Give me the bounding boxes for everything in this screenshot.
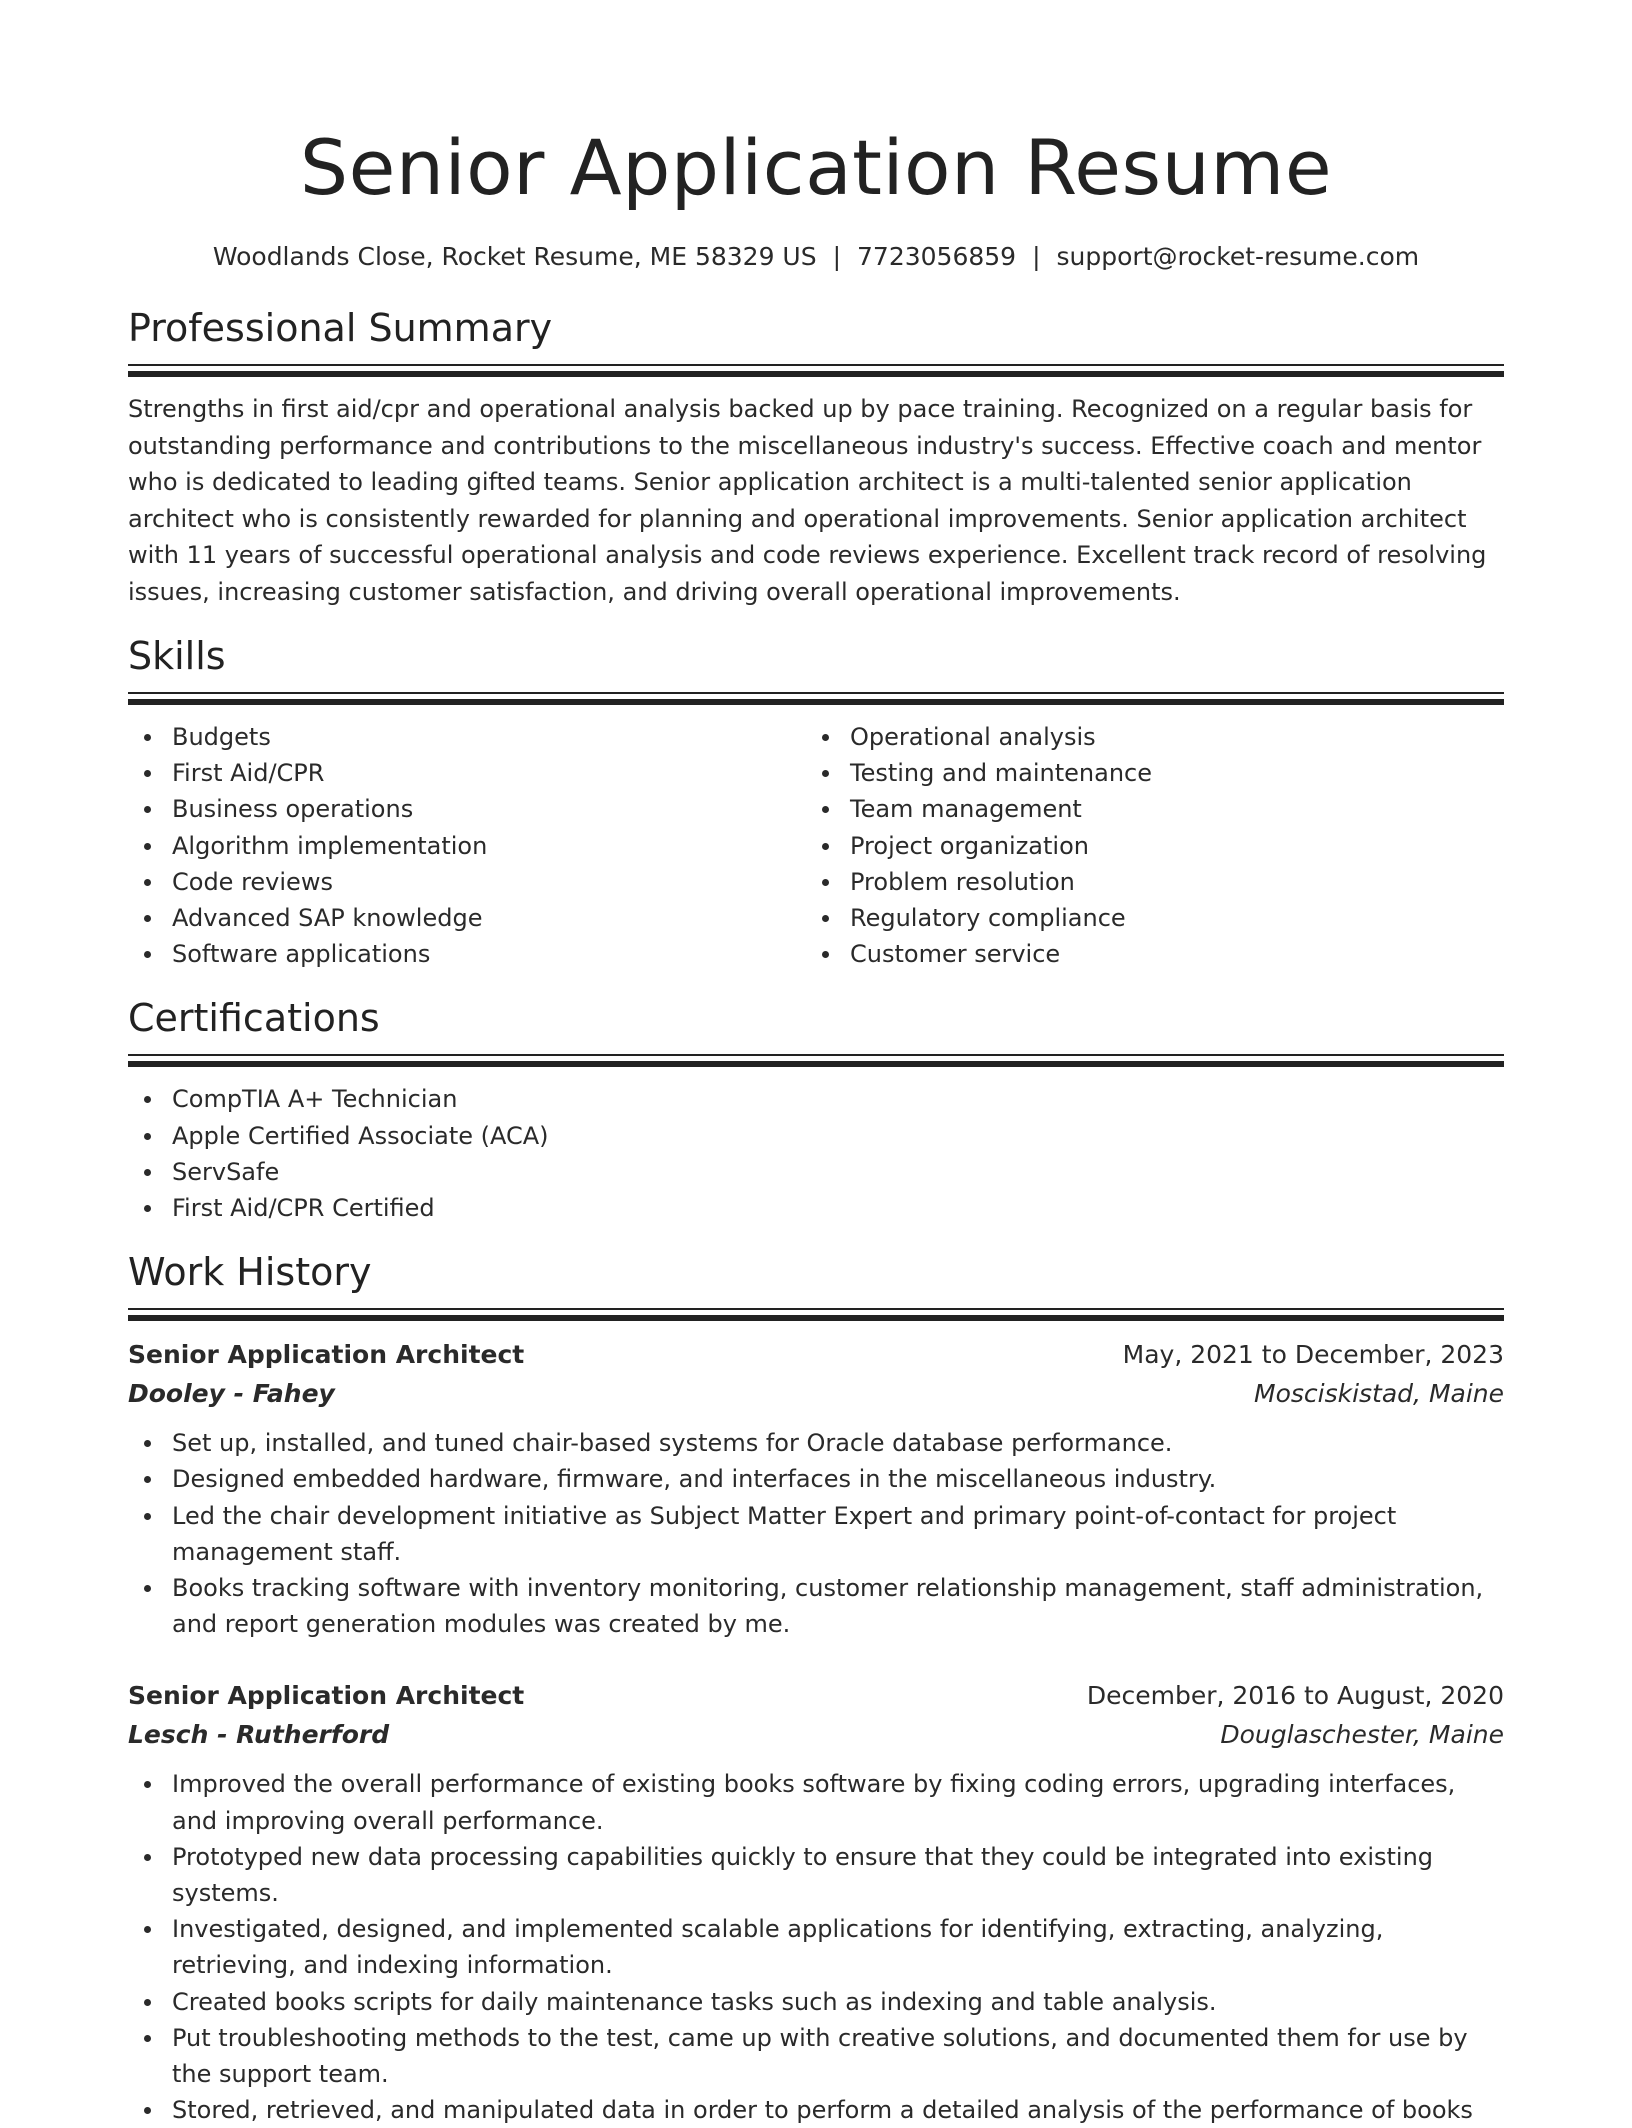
skill-item bbox=[128, 828, 806, 864]
bullet-icon bbox=[144, 1133, 151, 1140]
job-bullet bbox=[128, 1461, 1504, 1497]
bullet-icon bbox=[144, 806, 151, 813]
skill-item bbox=[128, 936, 806, 972]
section-divider-thick bbox=[128, 1315, 1504, 1321]
skill-item bbox=[806, 828, 1484, 864]
bullet-icon bbox=[822, 734, 829, 741]
resume-title: Senior Application Resume bbox=[299, 123, 1333, 212]
skill-item bbox=[128, 755, 806, 791]
bullet-icon bbox=[144, 1854, 151, 1861]
job-bullet-text: Led the chair development initiative as Subject Matter Expert and primary point-of-contact for project management staff. bbox=[172, 1501, 1397, 1566]
certification-item bbox=[128, 1118, 1504, 1154]
skills-section bbox=[128, 632, 1504, 972]
bullet-icon bbox=[144, 2107, 151, 2114]
section-divider-thick bbox=[128, 371, 1504, 377]
bullet-icon bbox=[144, 1513, 151, 1520]
skill-label: Regulatory compliance bbox=[850, 904, 1126, 933]
skill-item bbox=[128, 791, 806, 827]
certifications-section bbox=[128, 994, 1504, 1226]
contact-separator: | bbox=[832, 242, 842, 271]
job-dates: May, 2021 to December, 2023 bbox=[1122, 1340, 1504, 1370]
bullet-icon bbox=[144, 843, 151, 850]
section-divider bbox=[128, 1054, 1504, 1056]
skill-item bbox=[806, 864, 1484, 900]
bullet-icon bbox=[144, 1999, 151, 2006]
resume-page bbox=[128, 118, 1504, 2128]
contact-address: Woodlands Close, Rocket Resume, ME 58329 US bbox=[212, 242, 817, 271]
job-location: Douglaschester, Maine bbox=[1220, 1720, 1504, 1750]
certification-label: First Aid/CPR Certified bbox=[172, 1194, 435, 1223]
job-title: Senior Application Architect bbox=[128, 1340, 525, 1370]
job-bullet bbox=[128, 2020, 1504, 2092]
bullet-icon bbox=[144, 1926, 151, 1933]
section-heading-summary: Professional Summary bbox=[128, 306, 553, 350]
bullet-icon bbox=[822, 806, 829, 813]
bullet-icon bbox=[144, 1169, 151, 1176]
certification-item bbox=[128, 1081, 1504, 1117]
contact-separator: | bbox=[1032, 242, 1041, 271]
job-bullet-text: Investigated, designed, and implemented scalable applications for identifying, extracting, analyzing, retrieving, and indexing information. bbox=[172, 1915, 1384, 1980]
job-location: Mosciskistad, Maine bbox=[1254, 1379, 1504, 1409]
job-bullet bbox=[128, 2092, 1504, 2128]
section-heading-certifications: Certifications bbox=[128, 996, 380, 1041]
certifications-list bbox=[128, 1081, 1504, 1226]
skill-item bbox=[128, 719, 806, 755]
bullet-icon bbox=[822, 915, 829, 922]
section-heading-skills: Skills bbox=[128, 634, 226, 678]
job-bullet bbox=[128, 1766, 1504, 1838]
bullet-icon bbox=[144, 1440, 151, 1447]
bullet-icon bbox=[144, 1476, 151, 1483]
skill-label: First Aid/CPR bbox=[172, 759, 325, 788]
skill-label: Testing and maintenance bbox=[850, 759, 1153, 788]
skills-list-left bbox=[128, 719, 806, 972]
job-bullet-text: Set up, installed, and tuned chair-based systems for Oracle database performance. bbox=[172, 1429, 1173, 1458]
job-dates: December, 2016 to August, 2020 bbox=[1086, 1681, 1504, 1711]
job-bullet-text: Created books scripts for daily maintenance tasks such as indexing and table analysis. bbox=[172, 1987, 1217, 2016]
section-heading-work-history: Work History bbox=[128, 1250, 372, 1295]
contact-line bbox=[128, 240, 1504, 274]
job-bullet bbox=[128, 1839, 1504, 1911]
skill-label: Advanced SAP knowledge bbox=[172, 904, 483, 933]
certification-item bbox=[128, 1190, 1504, 1226]
skill-label: Customer service bbox=[850, 940, 1061, 969]
skill-label: Problem resolution bbox=[850, 867, 1075, 896]
bullet-icon bbox=[144, 2035, 151, 2042]
skill-item bbox=[806, 755, 1484, 791]
job-company-row bbox=[128, 1715, 1504, 1754]
certification-label: CompTIA A+ Technician bbox=[172, 1085, 458, 1114]
skill-label: Project organization bbox=[850, 831, 1089, 860]
job-company: Lesch - Rutherford bbox=[128, 1720, 390, 1750]
skill-label: Budgets bbox=[172, 723, 271, 751]
skill-item bbox=[128, 900, 806, 936]
job-bullet bbox=[128, 1911, 1504, 1983]
bullet-icon bbox=[144, 1096, 151, 1103]
skills-columns bbox=[128, 719, 1504, 972]
contact-email: support@rocket-resume.com bbox=[1056, 242, 1420, 271]
section-divider bbox=[128, 1308, 1504, 1310]
job-header-row bbox=[128, 1676, 1504, 1715]
skill-label: Team management bbox=[850, 795, 1082, 824]
skill-item bbox=[806, 936, 1484, 972]
job-bullet bbox=[128, 1984, 1504, 2020]
summary-section bbox=[128, 304, 1504, 610]
contact-phone: 7723056859 bbox=[857, 242, 1017, 271]
bullet-icon bbox=[822, 951, 829, 958]
job-entry bbox=[128, 1676, 1504, 2128]
skill-item bbox=[128, 864, 806, 900]
skill-label: Business operations bbox=[172, 795, 414, 824]
job-bullet bbox=[128, 1498, 1504, 1570]
skill-label: Code reviews bbox=[172, 867, 333, 896]
skill-label: Operational analysis bbox=[850, 723, 1096, 751]
summary-text: Strengths in first aid/cpr and operational analysis backed up by pace training. Recognized on a regular basis for outstanding performance and contributions to the miscellaneous industry's success. Effective coach and mentor who is dedicated to leading gifted teams. Senior application architect is a multi-talented senior application architect who is consistently rewarded for planning and operational improvements. Senior application architect with 11 years of successful operational analysis and code reviews experience. Excellent track record of resolving issues, increasing customer satisfaction, and driving overall operational improvements. bbox=[128, 395, 1487, 606]
job-bullet-text: Stored, retrieved, and manipulated data in order to perform a detailed analysis of the performance of books bbox=[172, 2096, 1473, 2125]
skill-item bbox=[806, 900, 1484, 936]
job-entry bbox=[128, 1335, 1504, 1642]
bullet-icon bbox=[144, 1781, 151, 1788]
job-bullet bbox=[128, 1570, 1504, 1642]
section-divider bbox=[128, 692, 1504, 694]
section-divider bbox=[128, 364, 1504, 366]
bullet-icon bbox=[822, 879, 829, 886]
skills-list-right bbox=[806, 719, 1484, 972]
job-title: Senior Application Architect bbox=[128, 1681, 525, 1711]
section-divider-thick bbox=[128, 1061, 1504, 1067]
work-history-section bbox=[128, 1248, 1504, 2128]
bullet-icon bbox=[144, 1205, 151, 1212]
job-bullet-text: Put troubleshooting methods to the test, came up with creative solutions, and documented them for use by the support team. bbox=[172, 2023, 1468, 2089]
bullet-icon bbox=[144, 1585, 151, 1592]
skill-item bbox=[806, 719, 1484, 755]
job-bullet bbox=[128, 1425, 1504, 1461]
job-bullet-list bbox=[128, 1425, 1504, 1642]
bullet-icon bbox=[144, 915, 151, 922]
bullet-icon bbox=[822, 770, 829, 777]
certification-label: ServSafe bbox=[172, 1157, 280, 1186]
bullet-icon bbox=[822, 843, 829, 850]
section-divider-thick bbox=[128, 699, 1504, 705]
job-bullet-list bbox=[128, 1766, 1504, 2128]
certification-label: Apple Certified Associate (ACA) bbox=[172, 1121, 549, 1150]
bullet-icon bbox=[144, 879, 151, 886]
job-header-row bbox=[128, 1335, 1504, 1374]
bullet-icon bbox=[144, 951, 151, 958]
job-bullet-text: Books tracking software with inventory monitoring, customer relationship management, staff administration, and report generation modules was created by me. bbox=[172, 1574, 1484, 1639]
bullet-icon bbox=[144, 734, 151, 741]
bullet-icon bbox=[144, 770, 151, 777]
job-company: Dooley - Fahey bbox=[128, 1379, 335, 1409]
skill-label: Software applications bbox=[172, 940, 431, 969]
certification-item bbox=[128, 1154, 1504, 1190]
job-bullet-text: Improved the overall performance of existing books software by fixing coding errors, upgrading interfaces, and improving overall performance. bbox=[172, 1770, 1456, 1835]
skill-item bbox=[806, 791, 1484, 827]
skill-label: Algorithm implementation bbox=[172, 831, 488, 860]
job-company-row bbox=[128, 1374, 1504, 1413]
job-bullet-text: Designed embedded hardware, firmware, and interfaces in the miscellaneous industry. bbox=[172, 1465, 1217, 1494]
job-bullet-text: Prototyped new data processing capabilities quickly to ensure that they could be integrated into existing systems. bbox=[172, 1842, 1434, 1908]
